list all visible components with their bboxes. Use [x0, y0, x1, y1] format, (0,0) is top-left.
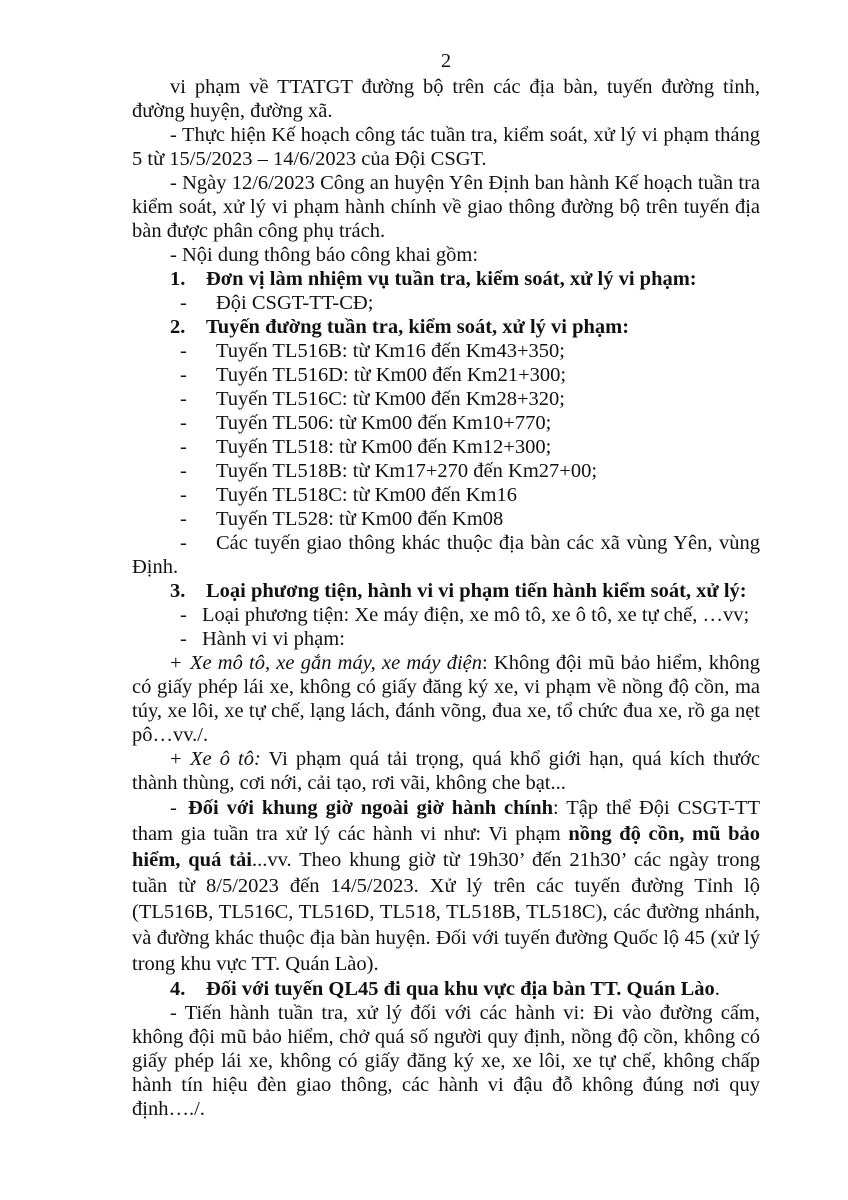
- route-item-other: [132, 531, 760, 579]
- paragraph-khung-gio: [132, 795, 760, 977]
- heading-4-text: Đối với tuyến QL45 đi qua khu vực địa bàn TT. Quán Lào: [206, 978, 715, 1000]
- dash-bullet: -: [180, 508, 187, 530]
- paragraph-intro: vi phạm về TTATGT đường bộ trên các địa bàn, tuyến đường tỉnh, đường huyện, đường xã.: [132, 76, 760, 122]
- plus-marker: +: [170, 748, 182, 770]
- route-text: Tuyến TL516D: từ Km00 đến Km21+300;: [216, 364, 567, 386]
- route-item-tl518: [132, 435, 760, 459]
- khung-gio-mid: : Tập thể Đội CSGT-TT tham gia tuần tra xử lý các hành vi như: Vi phạm: [132, 797, 760, 845]
- dash-bullet: -: [170, 797, 177, 819]
- dash-bullet: -: [180, 604, 187, 626]
- dash-bullet: -: [180, 460, 187, 482]
- paragraph-thuc-hien: - Thực hiện Kế hoạch công tác tuần tra, kiểm soát, xử lý vi phạm tháng 5 từ 15/5/2023 – 14/6/2023 của Đội CSGT.: [132, 124, 760, 170]
- plus-marker: +: [170, 652, 182, 674]
- route-item-tl518c: [132, 483, 760, 507]
- list-item-hanh-vi: [132, 627, 760, 651]
- paragraph-tien-hanh: - Tiến hành tuần tra, xử lý đối với các hành vi: Đi vào đường cấm, không đội mũ bảo hiểm, chở quá số người quy định, nồng độ cồn, không có giấy phép lái xe, không có giấy đăng ký xe, xe lôi, xe tự chế, không chấp hành tín hiệu đèn giao thông, các hành vi đậu đỗ không đúng nơi quy định…./.: [132, 1002, 760, 1120]
- heading-1-number: 1.: [170, 268, 186, 290]
- dash-bullet: -: [180, 388, 187, 410]
- heading-2-text: Tuyến đường tuần tra, kiểm soát, xử lý vi phạm:: [206, 316, 630, 338]
- xe-o-to-rest: Vi phạm quá tải trọng, quá khổ giới hạn, quá kích thước thành thùng, cơi nới, cải tạo, rơi vãi, không che bạt...: [132, 748, 760, 794]
- xe-mo-to-italic: Xe mô tô, xe gắn máy, xe máy điện: [190, 652, 482, 674]
- heading-4-period: .: [714, 978, 720, 1000]
- route-item-tl528: [132, 507, 760, 531]
- route-text: Tuyến TL518C: từ Km00 đến Km16: [216, 484, 517, 506]
- list-item-text: Loại phương tiện: Xe máy điện, xe mô tô, xe ô tô, xe tự chế, …vv;: [202, 604, 750, 626]
- list-item-doi-csgt: [132, 291, 760, 315]
- dash-bullet: -: [180, 628, 187, 650]
- list-item-text: Hành vi vi phạm:: [202, 628, 345, 650]
- heading-3-number: 3.: [170, 580, 186, 602]
- route-text: Tuyến TL516C: từ Km00 đến Km28+320;: [216, 388, 565, 410]
- route-text: Tuyến TL528: từ Km00 đến Km08: [216, 508, 504, 530]
- heading-3-loai-phuong-tien: [132, 579, 760, 603]
- page-number: 2: [440, 50, 452, 72]
- route-text: Tuyến TL506: từ Km00 đến Km10+770;: [216, 412, 552, 434]
- heading-1-don-vi: [132, 267, 760, 291]
- heading-2-number: 2.: [170, 316, 186, 338]
- paragraph-xe-mo-to: [132, 651, 760, 747]
- heading-1-text: Đơn vị làm nhiệm vụ tuần tra, kiểm soát, xử lý vi phạm:: [206, 268, 697, 290]
- route-item-tl516c: [132, 387, 760, 411]
- dash-bullet: -: [180, 484, 187, 506]
- khung-gio-tail: ...vv. Theo khung giờ từ 19h30’ đến 21h30’ các ngày trong tuần từ 8/5/2023 đến 14/5/2023. Xử lý trên các tuyến đường Tỉnh lộ (TL516B, TL516C, TL516D, TL518, TL518B, TL518C), các đường nhánh, và đường khác thuộc địa bàn huyện. Đối với tuyến đường Quốc lộ 45 (xử lý trong khu vực TT. Quán Lào).: [132, 849, 760, 975]
- route-item-tl516b: [132, 339, 760, 363]
- heading-4-number: 4.: [170, 978, 186, 1000]
- khung-gio-bold: Đối với khung giờ ngoài giờ hành chính: [188, 797, 554, 819]
- route-item-tl506: [132, 411, 760, 435]
- dash-bullet: -: [180, 364, 187, 386]
- xe-o-to-italic: Xe ô tô:: [190, 748, 261, 770]
- dash-bullet: -: [180, 340, 187, 362]
- dash-bullet: -: [180, 532, 187, 554]
- route-item-tl518b: [132, 459, 760, 483]
- heading-2-tuyen-duong: [132, 315, 760, 339]
- dash-bullet: -: [180, 292, 187, 314]
- route-text: Tuyến TL518: từ Km00 đến Km12+300;: [216, 436, 552, 458]
- paragraph-noi-dung: - Nội dung thông báo công khai gồm:: [170, 244, 479, 266]
- list-item-text: Đội CSGT-TT-CĐ;: [216, 292, 374, 314]
- khung-gio-violations-bold: nồng độ cồn, mũ bảo hiểm, quá tải: [132, 823, 760, 871]
- route-text: Tuyến TL518B: từ Km17+270 đến Km27+00;: [216, 460, 598, 482]
- paragraph-ngay-12-6: - Ngày 12/6/2023 Công an huyện Yên Định ban hành Kế hoạch tuần tra kiểm soát, xử lý vi phạm hành chính về giao thông đường bộ trên tuyến địa bàn được phân công phụ trách.: [132, 172, 760, 242]
- list-item-loai-phuong-tien: [132, 603, 760, 627]
- route-text: Tuyến TL516B: từ Km16 đến Km43+350;: [216, 340, 565, 362]
- dash-bullet: -: [180, 436, 187, 458]
- xe-mo-to-rest: : Không đội mũ bảo hiểm, không có giấy phép lái xe, không có giấy đăng ký xe, vi phạm về nồng độ cồn, ma túy, xe lôi, xe tự chế, lạng lách, đánh võng, đua xe, tổ chức đua xe, rồ ga nẹt pô…vv./.: [132, 652, 760, 746]
- dash-bullet: -: [180, 412, 187, 434]
- route-item-tl516d: [132, 363, 760, 387]
- paragraph-xe-o-to: [132, 747, 760, 795]
- heading-4-ql45: [132, 977, 760, 1001]
- heading-3-text: Loại phương tiện, hành vi vi phạm tiến hành kiểm soát, xử lý:: [206, 580, 747, 602]
- route-text: Các tuyến giao thông khác thuộc địa bàn các xã vùng Yên, vùng Định.: [132, 532, 760, 578]
